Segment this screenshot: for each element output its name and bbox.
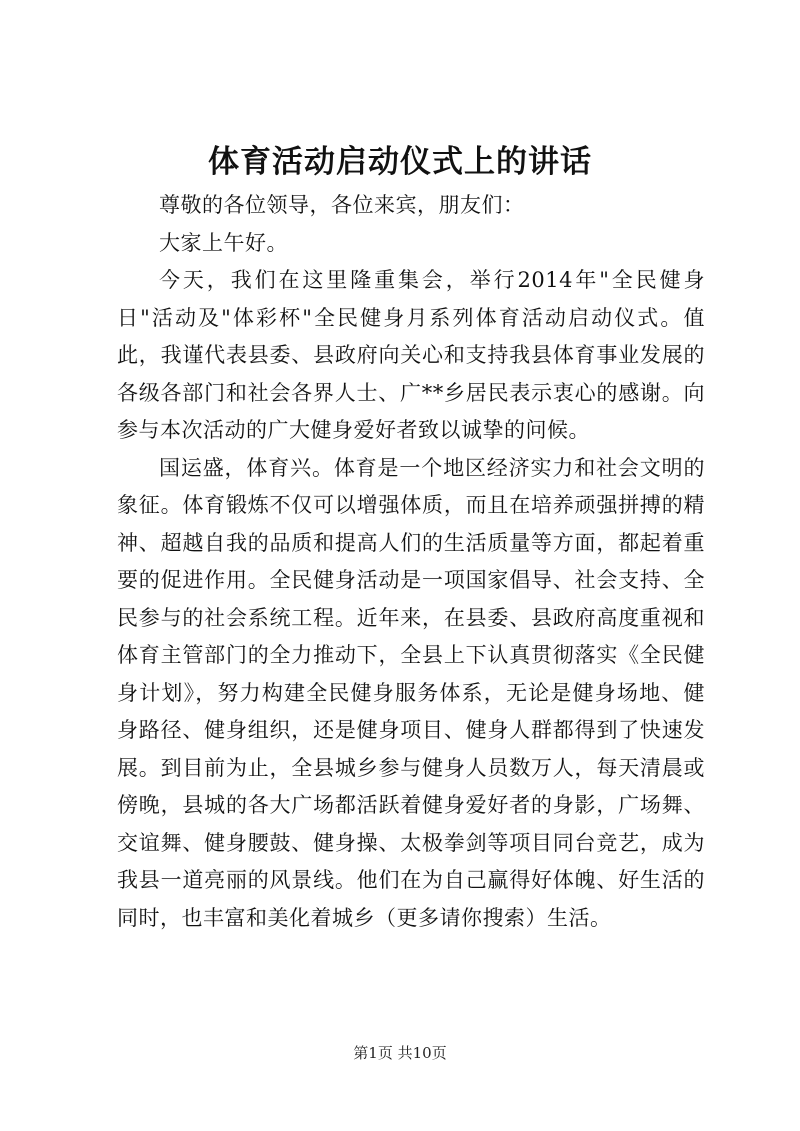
paragraph-greeting: 大家上午好。 xyxy=(159,230,288,255)
paragraph-main: 国运盛，体育兴。体育是一个地区经济实力和社会文明的象征。体育锻炼不仅可以增强体质，而且在培养顽强拼搏的精神、超越自我的品质和提高人们的生活质量等方面，都起着重要的促进作用。全民健身活动是一项国家倡导、社会支持、全民参与的社会系统工程。近年来，在县委、县政府高度重视和体育主管部门的全力推动下，全县上下认真贯彻落实《全民健身计划》，努力构建全民健身服务体系，无论是健身场地、健身路径、健身组织，还是健身项目、健身人群都得到了快速发展。到目前为止，全县城乡参与健身人员数万人，每天清晨或傍晚，县城的各大广场都活跃着健身爱好者的身影，广场舞、交谊舞、健身腰鼓、健身操、太极拳剑等项目同台竞艺，成为我县一道亮丽的风景线。他们在为自己赢得好体魄、好生活的同时，也丰富和美化着城乡（更多请你搜索）生活。 xyxy=(117,455,705,930)
page-title: 体育活动启动仪式上的讲话 xyxy=(208,144,592,180)
paragraph-opening: 今天，我们在这里隆重集会，举行2014年"全民健身日"活动及"体彩杯"全民健身月系列体育活动启动仪式。值此，我谨代表县委、县政府向关心和支持我县体育事业发展的各级各部门和社会各界人士、广**乡居民表示衷心的感谢。向参与本次活动的广大健身爱好者致以诚挚的问候。 xyxy=(117,268,705,442)
paragraph-salutation: 尊敬的各位领导，各位来宾，朋友们： xyxy=(159,193,525,217)
document-body xyxy=(117,187,705,937)
page-footer: 第1页 共10页 xyxy=(353,1044,447,1062)
